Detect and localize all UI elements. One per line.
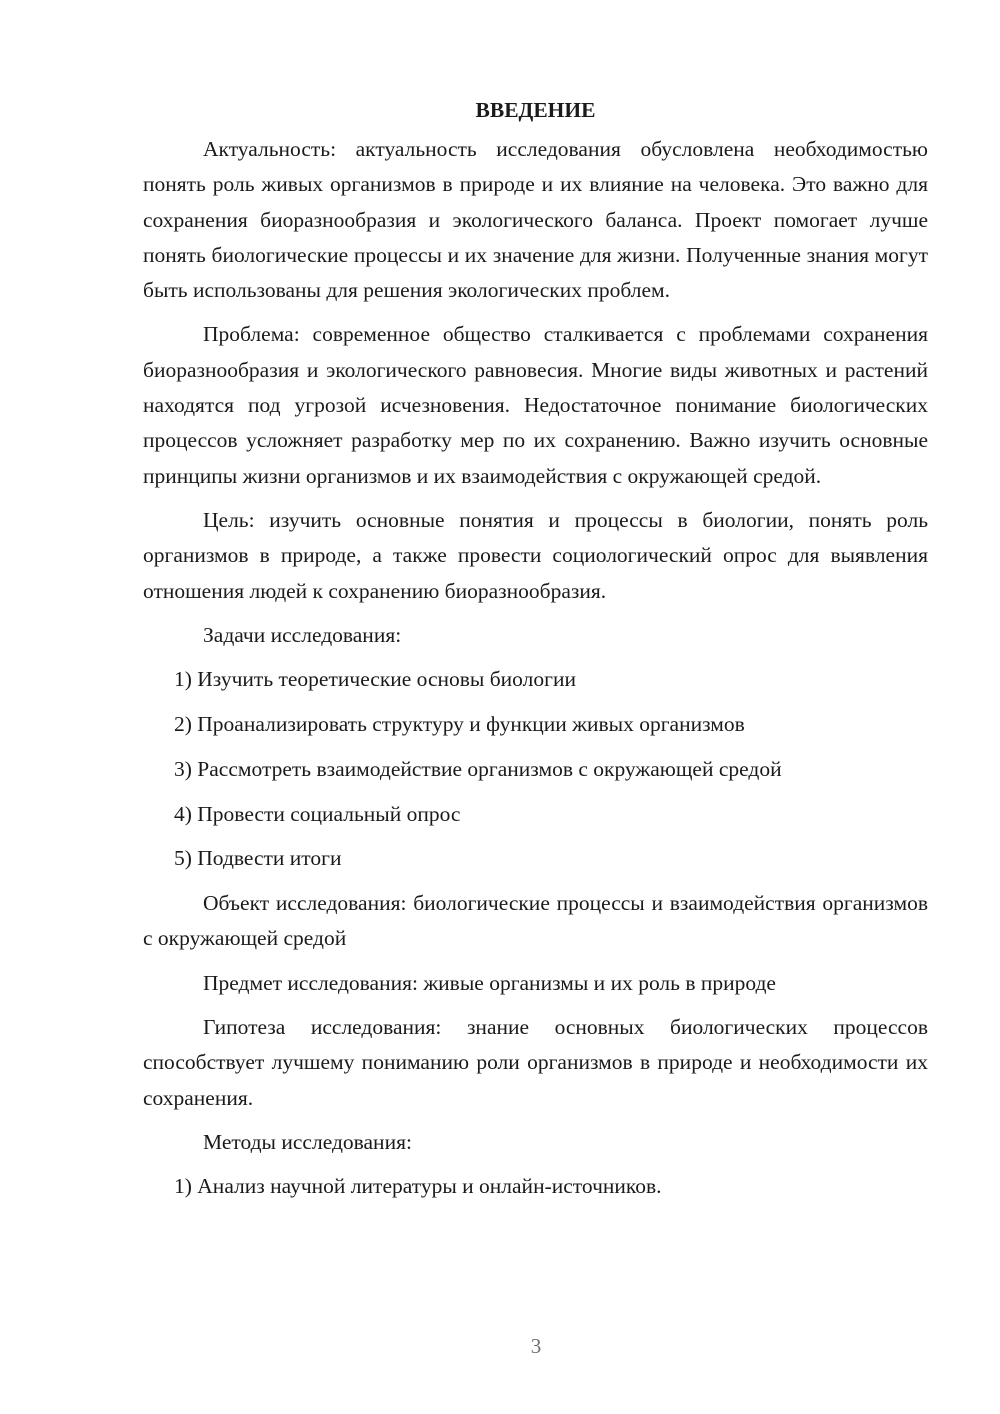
task-item: 5) Подвести итоги [174,846,342,871]
methods-heading: Методы исследования: [203,1129,412,1154]
problem-paragraph: Проблема: современное общество сталкивается с проблемами сохранения биоразнообразия и экологического равновесия. Многие виды животных и растений находятся под угрозой исчезновения. Недостаточное понимание биологических процессов усложняет разработку мер по их сохранению. Важно изучить основные принципы жизни организмов и их взаимодействия с окружающей средой. [143,322,928,488]
task-item: 3) Рассмотреть взаимодействие организмов с окружающей средой [174,756,782,781]
task-item: 2) Проанализировать структуру и функции живых организмов [174,711,745,736]
object-paragraph: Объект исследования: биологические процессы и взаимодействия организмов с окружающей средой [143,891,928,951]
task-item: 4) Провести социальный опрос [174,801,461,826]
goal-paragraph: Цель: изучить основные понятия и процессы в биологии, понять роль организмов в природе, а также провести социологический опрос для выявления отношения людей к сохранению биоразнообразия. [143,507,928,603]
task-item: 1) Изучить теоретические основы биологии [174,667,576,692]
page-number: 3 [530,1334,542,1358]
tasks-heading: Задачи исследования: [203,622,402,647]
document-page [143,93,928,1214]
method-item: 1) Анализ научной литературы и онлайн-источников. [174,1174,662,1199]
section-title: ВВЕДЕНИЕ [475,98,596,122]
relevance-paragraph: Актуальность: актуальность исследования обусловлена необходимостью понять роль живых организмов в природе и их влияние на человека. Это важно для сохранения биоразнообразия и экологического баланса. Проект помогает лучше понять биологические процессы и их значение для жизни. Полученные знания могут быть использованы для решения экологических проблем. [143,137,928,303]
subject-paragraph: Предмет исследования: живые организмы и их роль в природе [203,970,776,995]
hypothesis-paragraph: Гипотеза исследования: знание основных биологических процессов способствует лучшему пониманию роли организмов в природе и необходимости их сохранения. [143,1015,928,1110]
